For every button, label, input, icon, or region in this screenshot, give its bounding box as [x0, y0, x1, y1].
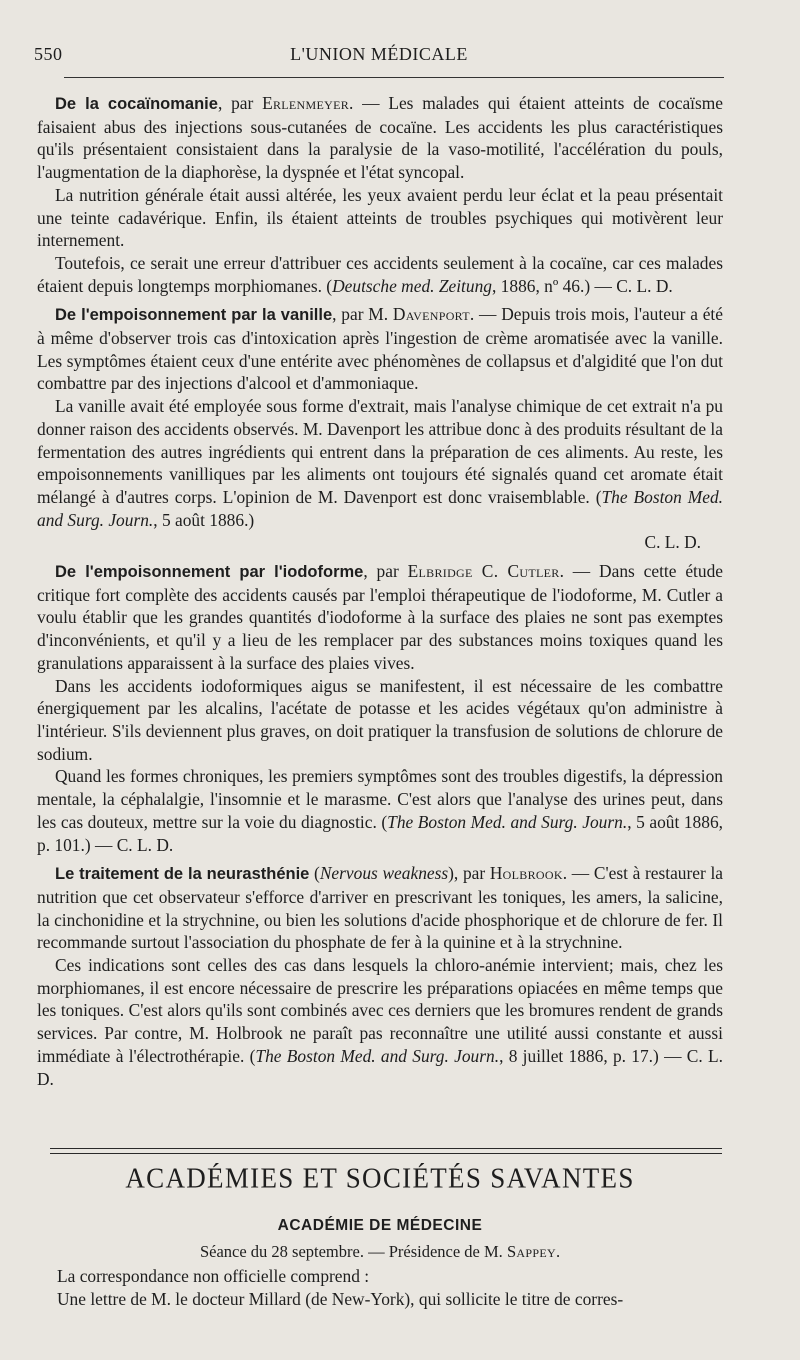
- correspondence-line-1: La correspondance non officielle comprend :: [57, 1266, 370, 1286]
- running-title: L'UNION MÉDICALE: [290, 44, 468, 64]
- article-4-author: Holbrook: [489, 863, 563, 884]
- correspondence-line-2: Une lettre de M. le docteur Millard (de New-York), qui sollicite le titre de corres-: [57, 1288, 624, 1309]
- page-number: 550: [34, 44, 63, 64]
- article-2-author: Davenport: [392, 304, 470, 325]
- seance-line: Séance du 28 septembre. — Présidence de M. Sappey.: [199, 1242, 561, 1261]
- article-2-paragraph-2: La vanille avait été employée sous forme d'extrait, mais l'analyse chimique de cet extrait n'a pu donner raison des accidents observés. M. Davenport les attribue donc à des produits résultant de la fermentation des autres ingrédients qui entrent dans la préparation de ces aliments. Au reste, les empoisonnements vanilliques par les aliments ont toujours été signalés quand cet aromate était mélangé à d'autres corps. L'opinion de M. Davenport est donc vraisemblable. (The Boston Med. and Surg. Journ., 5 août 1886.): [37, 396, 723, 530]
- header-rule: [64, 77, 724, 78]
- article-2-paragraph-1: De l'empoisonnement par la vanille, par M. Davenport. — Depuis trois mois, l'auteur a été à même d'observer trois cas d'intoxication après l'ingestion de crème aromatisée avec la vanille. Les symptômes étaient ceux d'une entérite avec phénomènes de collapsus et d'algidité que l'on dut combattre par des injections d'alcool et d'ammoniaque.: [37, 304, 723, 394]
- article-4-subtitle: Nervous weakness: [319, 863, 449, 884]
- correspondence-text: [37, 1265, 723, 1310]
- article-2-title: De l'empoisonnement par la vanille: [55, 306, 333, 325]
- section-divider: [50, 1148, 722, 1154]
- academy-heading: ACADÉMIE DE MÉDECINE: [277, 1217, 483, 1234]
- article-1-title: De la cocaïnomanie: [55, 95, 218, 113]
- article-1-paragraph-2: La nutrition générale était aussi altérée, les yeux avaient perdu leur éclat et la peau présentait une teinte cadavérique. Enfin, ils étaient atteints de troubles psychiques qui motivèrent leur internement.: [37, 184, 723, 251]
- article-3-author: Elbridge C. Cutler: [407, 561, 560, 582]
- article-4-reference: The Boston Med. and Surg. Journ.: [255, 1045, 500, 1066]
- section-title: ACADÉMIES ET SOCIÉTÉS SAVANTES: [125, 1162, 635, 1194]
- article-4-title: Le traitement de la neurasthénie: [55, 865, 310, 884]
- president-name: Sappey: [506, 1242, 556, 1261]
- article-column: [37, 92, 723, 1090]
- article-2-reference: The Boston Med. and Surg. Journ.: [37, 486, 723, 530]
- article-2-signature: C. L. D.: [644, 532, 701, 553]
- article-3-reference: The Boston Med. and Surg. Journ.: [387, 811, 628, 832]
- article-1-reference: Deutsche med. Zeitung: [332, 275, 492, 296]
- article-3-paragraph-2: Dans les accidents iodoformiques aigus se manifestent, il est nécessaire de les combattre énergiquement par les alcalins, l'acétate de potasse et les acides végétaux qu'on administre à l'intérieur. S'ils deviennent plus graves, on doit pratiquer la transfusion de solutions de chlorure de sodium.: [37, 675, 723, 764]
- article-1-paragraph-3: Toutefois, ce serait une erreur d'attribuer ces accidents seulement à la cocaïne, car ces malades étaient depuis longtemps morphiomanes. (Deutsche med. Zeitung, 1886, nº 46.) — C. L. D.: [37, 252, 723, 296]
- article-3-title: De l'empoisonnement par l'iodoforme: [55, 563, 364, 582]
- article-1-paragraph-1: De la cocaïnomanie, par Erlenmeyer. — Les malades qui étaient atteints de cocaïsme faisaient abus des injections sous-cutanées de cocaïne. Les accidents les plus caractéristiques qu'ils présentaient consistaient dans la paralysie de la vaso-motilité, l'accélération du pouls, l'augmentation de la diaphorèse, la dyspnée et l'état syncopal.: [37, 93, 724, 183]
- article-4-paragraph-2: Ces indications sont celles des cas dans lesquels la chloro-anémie intervient; mais, chez les morphiomanes, il est encore nécessaire de prescrire les préparations opiacées en même temps que les toniques. C'est alors qu'ils sont combinés avec ces derniers que les bromures rendent de grands services. Par contre, M. Holbrook ne paraît pas reconnaître une utilité aussi constante et aussi immédiate à l'électrothérapie. (The Boston Med. and Surg. Journ., 8 juillet 1886, p. 17.) — C. L. D.: [37, 955, 723, 1089]
- article-4-paragraph-1: Le traitement de la neurasthénie (Nervous weakness), par Holbrook. — C'est à restaurer la nutrition que cet observateur s'efforce d'arriver en prescrivant les toniques, les amers, la salicine, la cinchonidine et la strychnine, ou bien les solutions d'acide phosphorique et de chlorure de fer. Il recommande surtout l'association du phosphate de fer à la quinine et à la strychnine.: [37, 863, 724, 953]
- article-3-paragraph-3: Quand les formes chroniques, les premiers symptômes sont des troubles digestifs, la dépression mentale, la céphalalgie, l'insomnie et le marasme. C'est alors que l'analyse des urines peut, dans les cas douteux, mettre sur la voie du diagnostic. (The Boston Med. and Surg. Journ., 5 août 1886, p. 101.) — C. L. D.: [37, 766, 723, 855]
- article-1-author: Erlenmeyer: [262, 93, 350, 113]
- article-3-paragraph-1: De l'empoisonnement par l'iodoforme, par Elbridge C. Cutler. — Dans cette étude critique fort complète des accidents causés par l'emploi thérapeutique de l'iodoforme, M. Cutler a voulu établir que les grandes quantités d'iodoforme à la surface des plaies ne sont pas exemptes d'inconvénients, et qu'il y a lieu de les remplacer par des substances moins toxiques quand les granulations apparaissent à la surface des plaies vives.: [37, 561, 723, 673]
